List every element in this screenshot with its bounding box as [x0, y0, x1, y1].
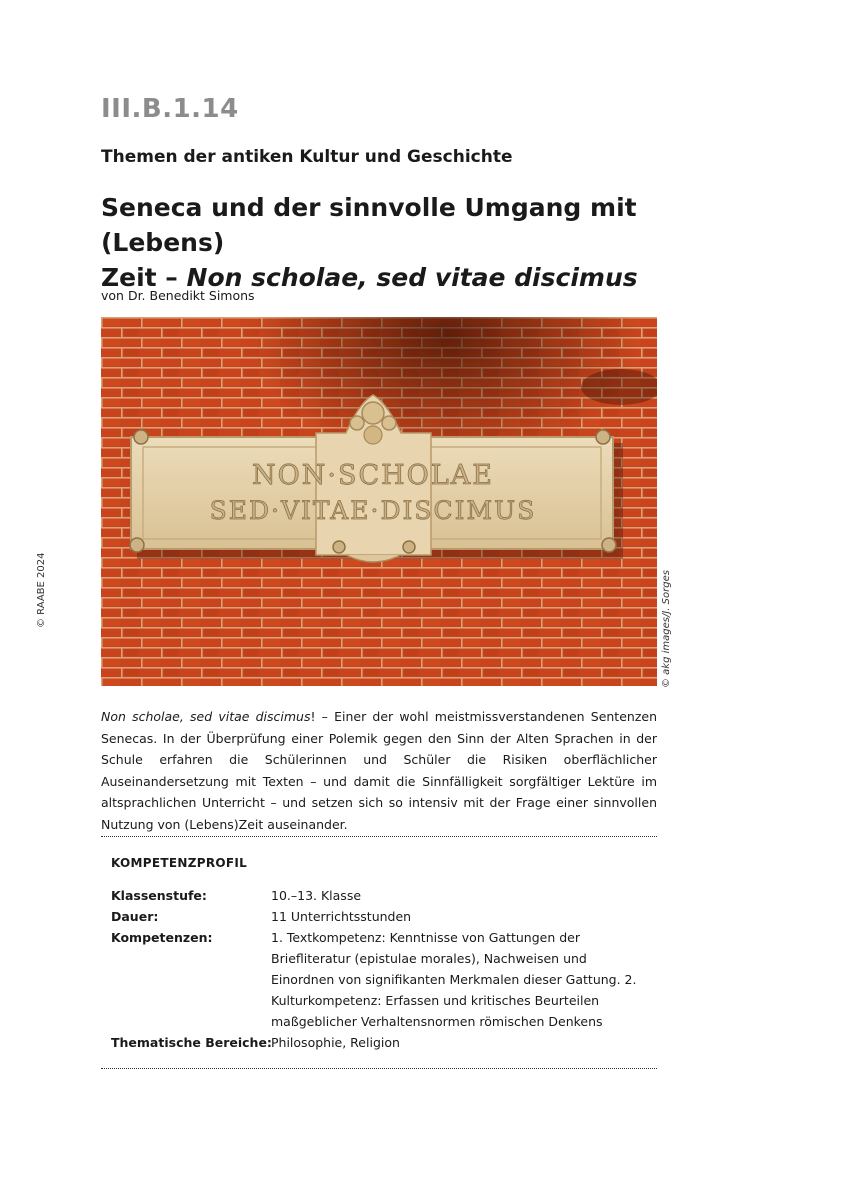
cover-photo [101, 317, 657, 686]
inscription-line-1: NON·SCHOLAE [252, 460, 494, 491]
profile-label-klassenstufe: Klassenstufe: [111, 888, 207, 903]
profile-label-thematische-bereiche: Thematische Bereiche: [111, 1035, 272, 1050]
title-line-1: Seneca und der sinnvolle Umgang mit (Lebens) [101, 193, 637, 257]
intro-italic-lead: Non scholae, sed vitae discimus [101, 709, 311, 724]
page-title [101, 190, 701, 295]
profile-label-kompetenzen: Kompetenzen: [111, 930, 213, 945]
divider-bottom [101, 1068, 657, 1069]
profile-value-kompetenzen: 1. Textkompetenz: Kenntnisse von Gattungen der Briefliteratur (epistulae morales), Nachweisen und Einordnen von signifikanten Merkmalen dieser Gattung. 2. Kulturkompetenz: Erfassen und kritisches Beurteilen maßgeblicher Verhaltensnormen römischen Denkens [271, 930, 637, 1029]
title-line-2-italic: Non scholae, sed vitae discimus [186, 263, 638, 292]
brick-wall-plaque-image [101, 317, 657, 686]
photo-credit: © akg images/J. Sorges [661, 570, 672, 688]
profile-value-dauer: 11 Unterrichtsstunden [271, 909, 412, 924]
author-line: von Dr. Benedikt Simons [101, 288, 255, 303]
intro-text: ! – Einer der wohl meistmissverstandenen Sentenzen Senecas. In der Überprüfung einer Polemik gegen den Sinn der Alten Sprachen in der Schule erfahren die Schülerinnen und Schüler die Risiken oberflächlicher Auseinandersetzung mit Texten – und damit die Sinnfälligkeit sorgfältiger Lektüre im altsprachlichen Unterricht – und setzen sich so intensiv mit der Frage einer sinnvollen Nutzung von (Lebens)Zeit auseinander. [101, 709, 657, 832]
profile-label-dauer: Dauer: [111, 909, 159, 924]
profile-value-thematische-bereiche: Philosophie, Religion [271, 1035, 400, 1050]
intro-paragraph [101, 706, 657, 835]
side-copyright: © RAABE 2024 [36, 552, 47, 628]
title-line-2-prefix: Zeit – [101, 263, 187, 292]
divider-top [101, 836, 657, 837]
unit-code: III.B.1.14 [101, 94, 239, 124]
series-title: Themen der antiken Kultur und Geschichte [101, 147, 513, 167]
inscription-line-2: SED·VITAE·DISCIMUS [209, 496, 537, 525]
profile-value-klassenstufe: 10.–13. Klasse [271, 888, 362, 903]
profile-heading: KOMPETENZPROFIL [111, 856, 248, 870]
